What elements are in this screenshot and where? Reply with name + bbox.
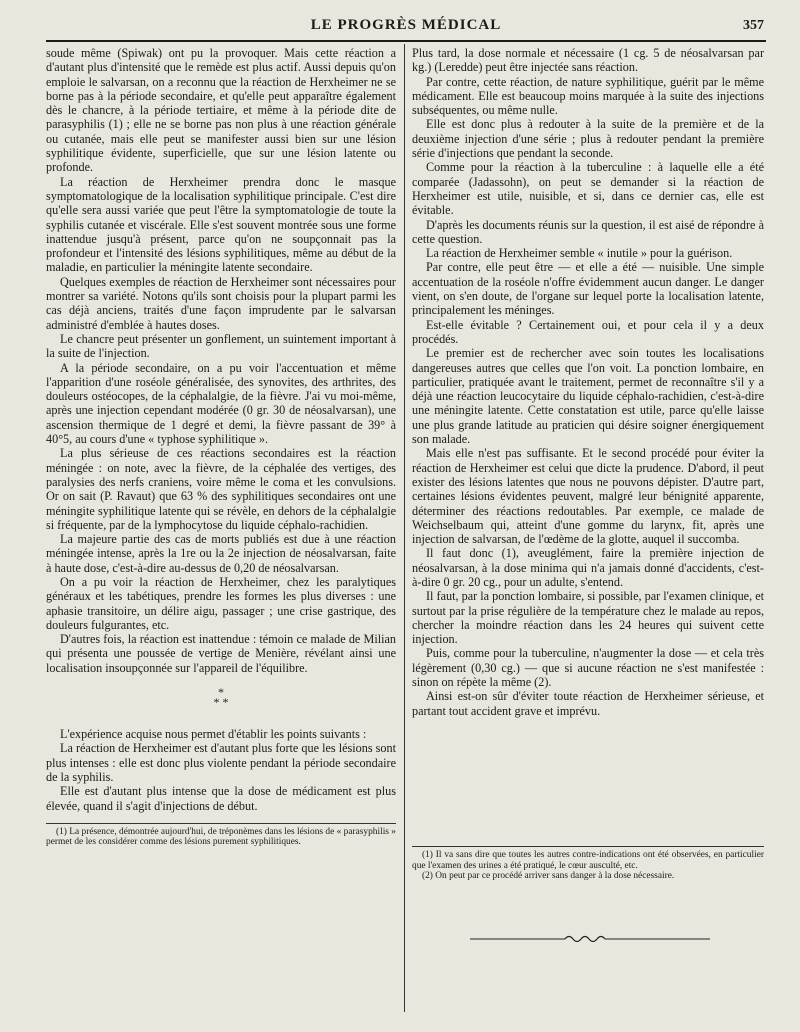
paragraph: Ainsi est-on sûr d'éviter toute réaction de Herxheimer sérieuse, et partant tout accident grave et imprévu. <box>412 689 764 718</box>
paragraph: D'après les documents réunis sur la question, il est aisé de répondre à cette question. <box>412 217 764 246</box>
paragraph: Le premier est de rechercher avec soin toutes les localisations dangereuses autres que celles que l'on voit. La ponction lombaire, en particulier, pratiquée avant le traitement, permet de reconnaître s'il y a déjà une réaction leucocytaire du liquide céphalo-rachidien, c'est-à-dire une méningite latente. Cette constatation est utile, parce qu'elle laisse une plus grande latitude au praticien qui désire soigner énergiquement son malade. <box>412 346 764 447</box>
footnote-text: (1) Il va sans dire que toutes les autres contre-indications ont été observées, en particulier que l'examen des urines a été pratiqué, le cœur ausculté, etc. <box>412 850 764 871</box>
right-footnotes <box>412 846 764 882</box>
footnote-text: (2) On peut par ce procédé arriver sans danger à la dose nécessaire. <box>422 871 675 882</box>
journal-title: LE PROGRÈS MÉDICAL <box>310 17 502 33</box>
paragraph: Est-elle évitable ? Certainement oui, et pour cela il y a deux procédés. <box>412 317 764 346</box>
paragraph: soude même (Spiwak) ont pu la provoquer. Mais cette réaction a d'autant plus d'intensité que le remède est plus actif. Aussi depuis qu'on emploie le salvarsan, on a reconnu que la réaction de Herxheimer ne se borne pas à la période secondaire, et qu'elle peut apparaître également dès le chancre, à la période tertiaire, et même à la période dite de parasyphilis (1) ; elle ne se borne pas non plus à une réaction générale ou cutanée, mais elle peut se manifester aussi bien sur une lésion syphilitique évidente, superficielle, que sur une lésion latente ou profonde. <box>46 46 396 175</box>
paragraph: Par contre, cette réaction, de nature syphilitique, guérit par le même médicament. Elle est beaucoup moins marquée à la suite des injections subséquentes, ou même nulle. <box>412 74 764 118</box>
paragraph: Par contre, elle peut être — et elle a été — nuisible. Une simple accentuation de la roséole n'offre évidemment aucun danger. Le danger vient, on s'en doute, de l'organe sur lequel porte la localisation latente, principalement les méninges. <box>412 260 764 318</box>
paragraph: L'expérience acquise nous permet d'établir les points suivants : <box>60 727 367 742</box>
paragraph: La réaction de Herxheimer prendra donc le masque symptomatologique de la localisation syphilitique principale. C'est dire qu'elle sera aussi variée que peut l'être la symptomatologie de toute la syphilis cutanée et viscérale. Elle s'est souvent montrée sous une forme inattendue jusqu'à présent, parce qu'on ne soupçonnait pas la profondeur et l'intensité des lésions syphilitiques, même au début de la maladie, en particulier la méningite latente secondaire. <box>46 174 396 275</box>
section-separator <box>46 685 396 710</box>
paragraph: Plus tard, la dose normale et nécessaire (1 cg. 5 de néosalvarsan par kg.) (Leredde) peut être injectée sans réaction. <box>412 46 764 75</box>
separator-star: * <box>218 685 224 700</box>
paragraph: La réaction de Herxheimer semble « inutile » pour la guérison. <box>426 246 733 261</box>
column-divider <box>404 44 405 1012</box>
footnote-text: (1) La présence, démontrée aujourd'hui, de tréponèmes dans les lésions de « parasyphilis » permet de les considérer comme des lésions purement syphilitiques. <box>46 826 396 848</box>
paragraph: Il faut, par la ponction lombaire, si possible, par l'examen clinique, et surtout par la prise régulière de la température chez le malade au repos, chercher la moindre réaction dans les 24 heures qui suivent cette injection. <box>412 589 764 647</box>
paragraph: A la période secondaire, on a pu voir l'accentuation et même l'apparition d'une roséole généralisée, des synovites, des arthrites, des douleurs ostéocopes, de la céphalalgie, de la fièvre. J'ai vu moi-même, après une injection cependant modérée (0 gr. 30 de néosalvarsan), une ascension thermique de 1 degré et demi, la fièvre passant de 39° à 40°5, au cours d'une « typhose syphilitique ». <box>46 360 396 447</box>
paragraph: La majeure partie des cas de morts publiés est due à une réaction méningée intense, après la 1re ou la 2e injection de néosalvarsan, faite à haute dose, c'est-à-dire au-dessus de 0,20 de néosalvarsan. <box>46 532 396 575</box>
paragraph: Elle est donc plus à redouter à la suite de la première et de la deuxième injection d'une série ; plus à redouter pendant la première série d'injections que pendant la seconde. <box>412 117 764 161</box>
paragraph: D'autres fois, la réaction est inattendue : témoin ce malade de Milian qui présenta une poussée de vertige de Menière, révélant ainsi une localisation insoupçonnée sur l'appareil de l'équilibre. <box>46 632 396 675</box>
summary-points <box>46 727 396 813</box>
paragraph: Il faut donc (1), aveuglément, faire la première injection de néosalvarsan, à la dose minima qui n'a jamais donné d'accidents, c'est-à-dire 0 gr. 20 cg., pour un adulte, s'entend. <box>412 546 764 589</box>
end-flourish-ornament <box>470 932 710 946</box>
left-footnote <box>46 823 396 848</box>
paragraph: Le chancre peut présenter un gonflement, un suintement important à la suite de l'injection. <box>46 331 396 361</box>
paragraph: On a pu voir la réaction de Herxheimer, chez les paralytiques généraux et les tabétiques, prendre les formes les plus diverses : une aphasie transitoire, un délire aigu, passager ; une crise gastrique, des douleurs fulgurantes, etc. <box>46 574 396 632</box>
separator-stars: * * <box>213 695 229 710</box>
right-column <box>412 46 764 718</box>
paragraph: Comme pour la réaction à la tuberculine : à laquelle elle a été comparée (Jadassohn), on peut se demander si la réaction de Herxheimer est utile, nuisible, et si, dans ce dernier cas, elle est évitable. <box>412 160 764 218</box>
left-column <box>46 46 396 848</box>
paragraph: La plus sérieuse de ces réactions secondaires est la réaction méningée : on note, avec la fièvre, de la céphalée des vertiges, des paralysies des nerfs craniens, voire même le coma et les convulsions. Or on sait (P. Ravaut) que 63 % des syphilitiques secondaires ont une méningite syphilitique latente qui se révèle, en dehors de la céphalalgie si fréquente, par de la lymphocytose du liquide céphalo-rachidien. <box>46 446 396 532</box>
page-number: 357 <box>743 18 764 33</box>
paragraph: Puis, comme pour la tuberculine, n'augmenter la dose — et cela très légèrement (0,30 cg.) — que si aucune réaction ne s'est manifestée : sinon on répète la même (2). <box>412 646 764 690</box>
paragraph: Elle est d'autant plus intense que la dose de médicament est plus élevée, quand il s'agit d'injections de début. <box>46 784 396 813</box>
paragraph: La réaction de Herxheimer est d'autant plus forte que les lésions sont plus intenses : elle est donc plus violente pendant la période secondaire de la syphilis. <box>46 741 396 784</box>
paragraph: Mais elle n'est pas suffisante. Et le second procédé pour éviter la réaction de Herxheimer est celui que dicte la prudence. D'abord, il peut exister des lésions latentes que nous ne pouvons dépister. D'autre part, certaines lésions évidentes peuvent, malgré leur bénignité apparente, déterminer des réactions redoutables. Par exemple, ce malade de Weichselbaum qui, atteint d'une gomme du larynx, fit, après une injection de salvarsan, de l'œdème de la glotte, auquel il succomba. <box>412 446 764 547</box>
paragraph: Quelques exemples de réaction de Herxheimer sont nécessaires pour montrer sa variété. Notons qu'ils sont choisis pour la plupart parmi les cas déjà anciens, traités d'une façon imprudente par le salvarsan administré d'emblée à hautes doses. <box>46 274 396 332</box>
page-header <box>46 14 766 42</box>
